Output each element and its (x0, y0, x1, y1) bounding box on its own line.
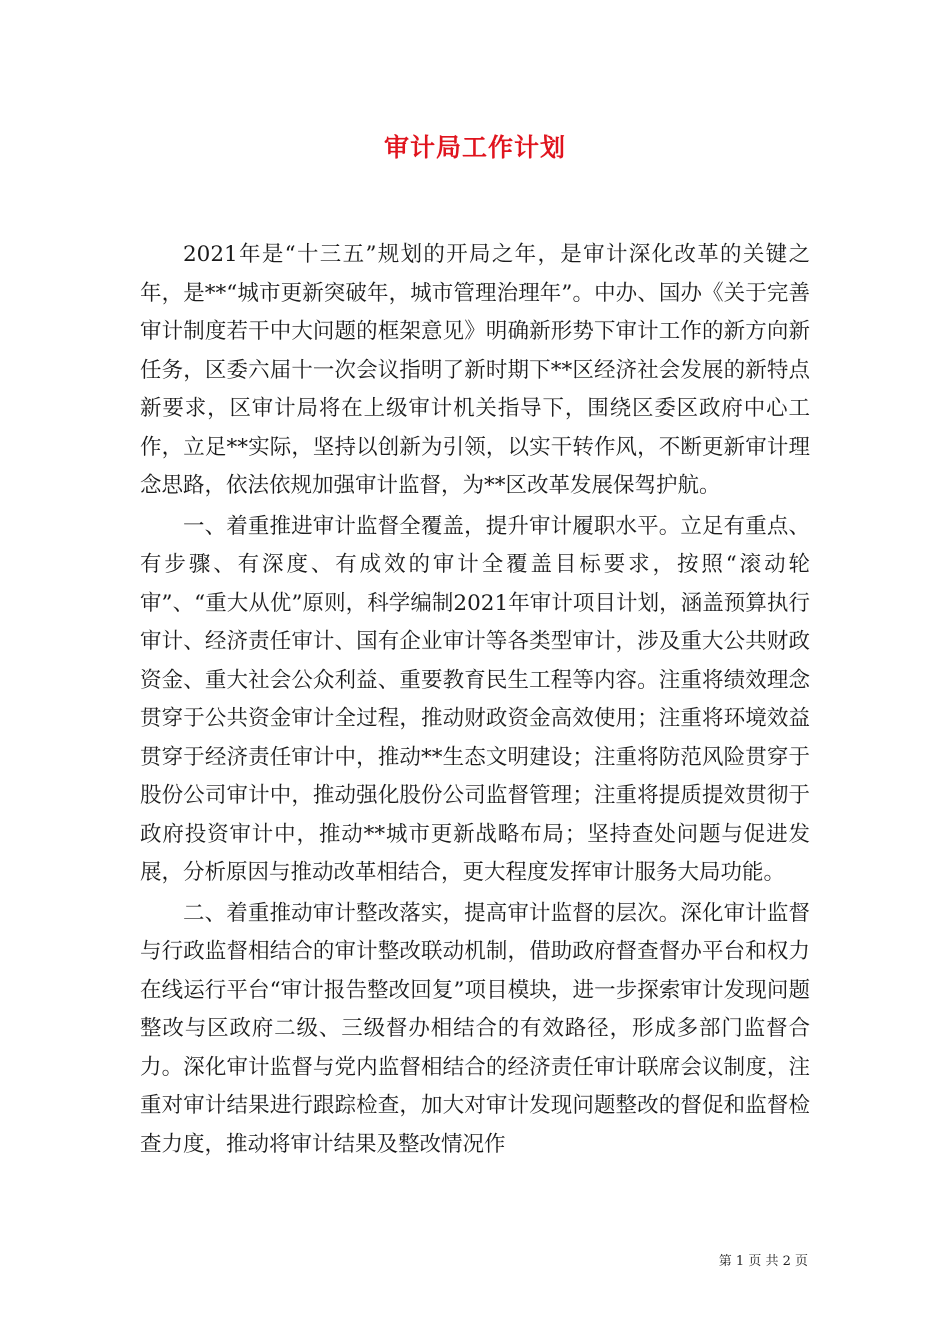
paragraph-intro: 2021年是“十三五”规划的开局之年，是审计深化改革的关键之年，是**“城市更新突破年，城市管理治理年”。中办、国办《关于完善审计制度若干中大问题的框架意见》明确新形势下审计工作的新方向新任务，区委六届十一次会议指明了新时期下**区经济社会发展的新特点新要求，区审计局将在上级审计机关指导下，围绕区委区政府中心工作，立足**实际，坚持以创新为引领，以实干转作风，不断更新审计理念思路，依法依规加强审计监督，为**区改革发展保驾护航。 (140, 242, 810, 498)
page-number: 第 1 页 共 2 页 (718, 1254, 808, 1269)
document-title: 审计局工作计划 (383, 133, 566, 162)
paragraph-section-2: 二、着重推动审计整改落实，提高审计监督的层次。深化审计监督与行政监督相结合的审计整改联动机制，借助政府督查督办平台和权力在线运行平台“审计报告整改回复”项目模块，进一步探索审计发现问题整改与区政府二级、三级督办相结合的有效路径，形成多部门监督合力。深化审计监督与党内监督相结合的经济责任审计联席会议制度，注重对审计结果进行跟踪检查，加大对审计发现问题整改的督促和监督检查力度，推动将审计结果及整改情况作 (140, 900, 810, 1157)
document-body (140, 236, 810, 1164)
paragraph-section-1: 一、着重推进审计监督全覆盖，提升审计履职水平。立足有重点、有步骤、有深度、有成效的审计全覆盖目标要求，按照“滚动轮审”、“重大从优”原则，科学编制2021年审计项目计划，涵盖预算执行审计、经济责任审计、国有企业审计等各类型审计，涉及重大公共财政资金、重大社会公众利益、重要教育民生工程等内容。注重将绩效理念贯穿于公共资金审计全过程，推动财政资金高效使用；注重将环境效益贯穿于经济责任审计中，推动**生态文明建设；注重将防范风险贯穿于股份公司审计中，推动强化股份公司监督管理；注重将提质提效贯彻于政府投资审计中，推动**城市更新战略布局；坚持查处问题与促进发展，分析原因与推动改革相结合，更大程度发挥审计服务大局功能。 (140, 513, 810, 885)
